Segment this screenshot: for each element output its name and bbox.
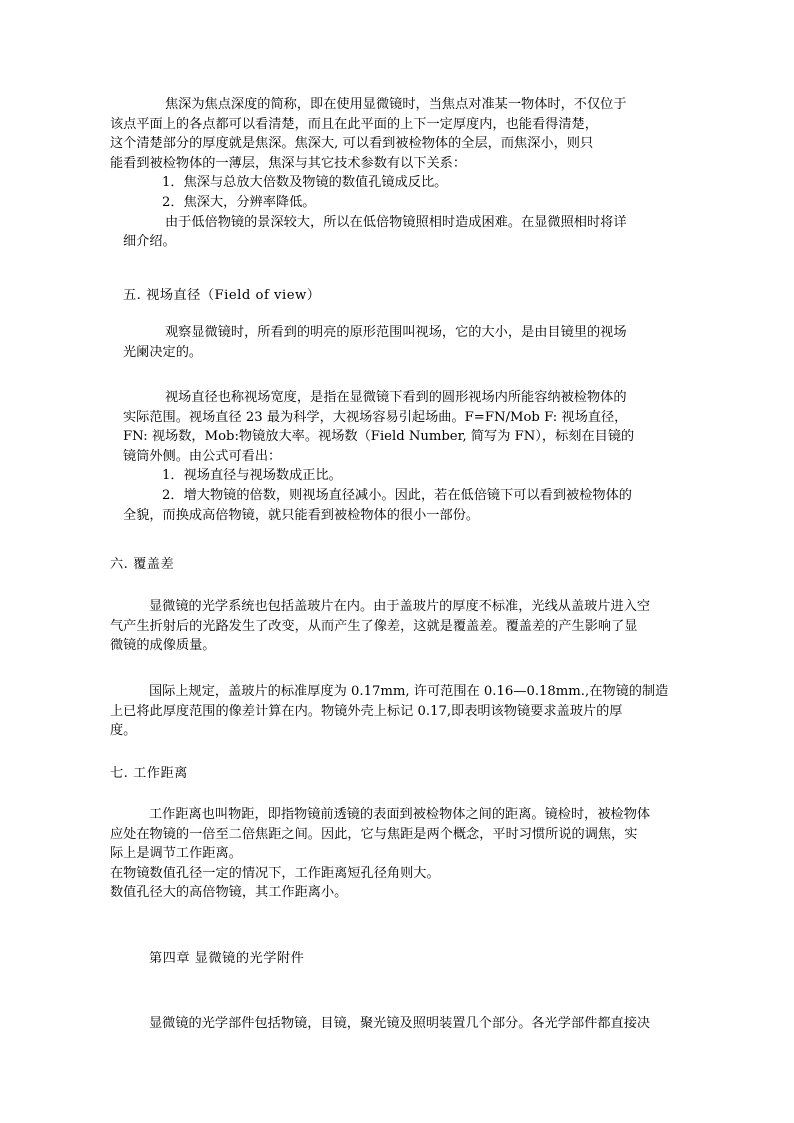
text-line: 镜筒外侧。由公式可看出：: [123, 448, 282, 464]
section-heading-field-of-view: [123, 286, 321, 306]
text-line: 光阑决定的。: [123, 344, 203, 360]
list-item: 2．增大物镜的倍数，则视场直径减小。因此，若在低倍镜下可以看到被检物体的: [162, 487, 632, 503]
text-line: 气产生折射后的光路发生了改变，从而产生了像差，这就是覆盖差。覆盖差的产生影响了显: [110, 618, 638, 634]
text-line: 数值孔径大的高倍物镜，其工作距离小。: [110, 885, 348, 901]
text-line: 焦深为焦点深度的简称，即在使用显微镜时，当焦点对准某一物体时，不仅位于: [165, 97, 627, 112]
text-line: 显微镜的光学部件包括物镜，目镜，聚光镜及照明装置几个部分。各光学部件都直接决: [149, 1016, 651, 1031]
heading-text: 六. 覆盖差: [110, 557, 175, 572]
chapter-heading: [149, 949, 304, 969]
list-item: 1．焦深与总放大倍数及物镜的数值孔镜成反比。: [162, 175, 448, 191]
list-item: 2．焦深大，分辨率降低。: [162, 194, 316, 210]
depth-of-focus-paragraph: [110, 95, 627, 252]
field-of-view-paragraph-1: [123, 323, 627, 362]
heading-text: 七. 工作距离: [110, 766, 188, 781]
text-line: 微镜的成像质量。: [110, 638, 216, 654]
text-line: 视场直径也称视场宽度，是指在显微镜下看到的圆形视场内所能容纳被检物体的: [165, 390, 627, 405]
text-line: 实际范围。视场直径 23 最为科学，大视场容易引起场曲。F=FN/Mob F: 视场直径，: [123, 409, 628, 425]
text-line: 工作距离也叫物距，即指物镜前透镜的表面到被检物体之间的距离。镜检时，被检物体: [149, 807, 651, 822]
text-line: 显微镜的光学系统也包括盖玻片在内。由于盖玻片的厚度不标准，光线从盖玻片进入空: [149, 599, 651, 614]
text-line: FN: 视场数，Mob:物镜放大率。视场数（Field Number, 简写为 FN），标刻在目镜的: [123, 429, 635, 445]
text-line: 细介绍。: [123, 234, 176, 250]
text-line: 国际上规定，盖玻片的标准厚度为 0.17mm, 许可范围在 0.16—0.18mm.,在物镜的制造: [149, 684, 669, 699]
text-line: 能看到被检物体的一薄层，焦深与其它技术参数有以下关系：: [110, 155, 467, 171]
list-item: 1．视场直径与视场数成正比。: [162, 468, 342, 484]
cover-glass-paragraph-2: [110, 682, 668, 741]
working-distance-paragraph: [110, 805, 650, 903]
text-line: 这个清楚部分的厚度就是焦深。焦深大, 可以看到被检物体的全层，而焦深小，则只: [110, 136, 594, 152]
heading-text: 第四章 显微镜的光学附件: [149, 951, 305, 966]
text-line: 全貌，而换成高倍物镜，就只能看到被检物体的很小一部份。: [123, 507, 480, 523]
field-of-view-paragraph-2: [123, 388, 634, 525]
section-heading-cover-glass: [110, 555, 174, 575]
text-line: 应处在物镜的一倍至二倍焦距之间。因此，它与焦距是两个概念，平时习惯所说的调焦，实: [110, 826, 638, 842]
text-line: 上已将此厚度范围的像差计算在内。物镜外壳上标记 0.17,即表明该物镜要求盖玻片的厚: [110, 703, 623, 719]
text-line: 该点平面上的各点都可以看清楚，而且在此平面的上下一定厚度内，也能看得清楚，: [110, 116, 598, 132]
text-line: 在物镜数值孔径一定的情况下，工作距离短孔径角则大。: [110, 865, 440, 881]
text-line: 观察显微镜时，所看到的明亮的原形范围叫视场，它的大小，是由目镜里的视场: [165, 325, 627, 340]
text-line: 由于低倍物镜的景深较大，所以在低倍物镜照相时造成困难。在显微照相时将详: [165, 214, 627, 230]
text-line: 度。: [110, 723, 137, 739]
chapter4-paragraph: [110, 1014, 650, 1034]
cover-glass-paragraph-1: [110, 597, 650, 656]
heading-text: 五. 视场直径（Field of view）: [123, 288, 321, 303]
text-line: 际上是调节工作距离。: [110, 846, 242, 862]
section-heading-working-distance: [110, 764, 188, 784]
